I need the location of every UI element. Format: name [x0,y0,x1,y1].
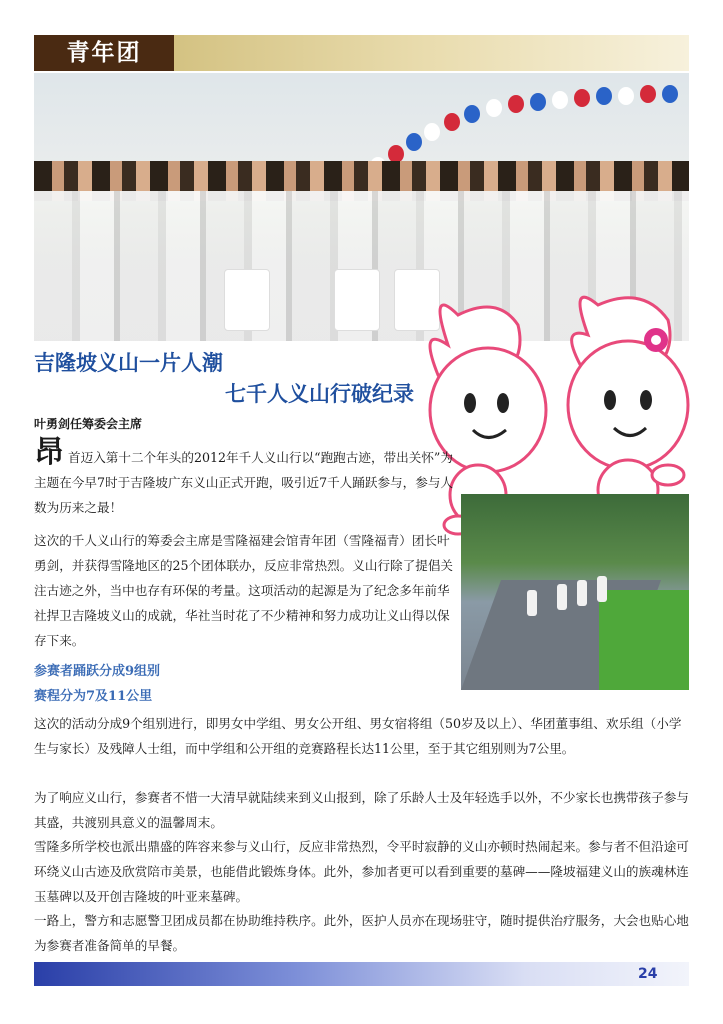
subhead-1: 参赛者踊跃分成9组别 [34,664,161,679]
body-paragraph-2: 这次的千人义山行的筹委会主席是雪隆福建会馆青年团（雪隆福青）团长叶勇剑，并获得雪隆地区的25个团体联办，反应非常热烈。义山行除了提倡关注古迹之外，当中也存有环保的考量。这项活动的起源是为了纪念多年前华社捍卫吉隆坡义山的成就，华社当时花了不少精神和努力成功让义山得以保存下来。 [34,533,454,648]
event-flag [224,269,270,331]
headline-line1: 吉隆坡义山一片人潮 [34,351,223,375]
drop-cap: 昂 [34,435,64,470]
subhead-2: 赛程分为7及11公里 [34,689,153,704]
runner [597,576,607,602]
grass [599,590,689,690]
runners-photo [461,494,689,690]
body-paragraph-4: 为了响应义山行，参赛者不惜一大清早就陆续来到义山报到，除了乐龄人士及年轻选手以外，不少家长也携带孩子参与其盛，共渡别具意义的温馨周末。 [34,790,689,830]
event-flag [334,269,380,331]
runner [527,590,537,616]
body-paragraph-5: 雪隆多所学校也派出鼎盛的阵容来参与义山行，反应非常热烈，令平时寂静的义山亦顿时热闹起来。参与者不但沿途可环绕义山古迹及欣赏陪市美景，也能借此锻炼身体。此外，参加者更可以看到重要的墓碑——隆坡福建义山的族魂林连玉墓碑以及开创吉隆坡的叶亚来墓碑。 [34,839,689,904]
intro-paragraph [34,435,454,520]
headline-line2: 七千人义山行破纪录 [225,382,414,406]
runner [577,580,587,606]
page-number: 24 [638,966,658,982]
body-paragraph-6: 一路上，警方和志愿警卫团成员都在协助维持秩序。此外，医护人员亦在现场驻守，随时提供治疗服务，大会也贴心地为参赛者准备简单的早餐。 [34,913,689,953]
intro-text: 首迈入第十二个年头的2012年千人义山行以“跑跑古迹，带出关怀”为主题在今早7时于吉隆坡广东义山正式开跑，吸引近7千人踊跃参与，参与人数为历来之最！ [34,450,454,515]
section-title: 青年团 [34,35,174,71]
byline: 叶勇剑任筹委会主席 [34,417,143,431]
runner [557,584,567,610]
footer-bar [34,962,689,986]
body-paragraph-3: 这次的活动分成9个组别进行，即男女中学组、男女公开组、男女宿将组（50岁及以上）、华团董事组、欢乐组（小学生与家长）及残障人士组，而中学组和公开组的竞赛路程长达11公里，至于其它组别则为7公里。 [34,716,682,756]
